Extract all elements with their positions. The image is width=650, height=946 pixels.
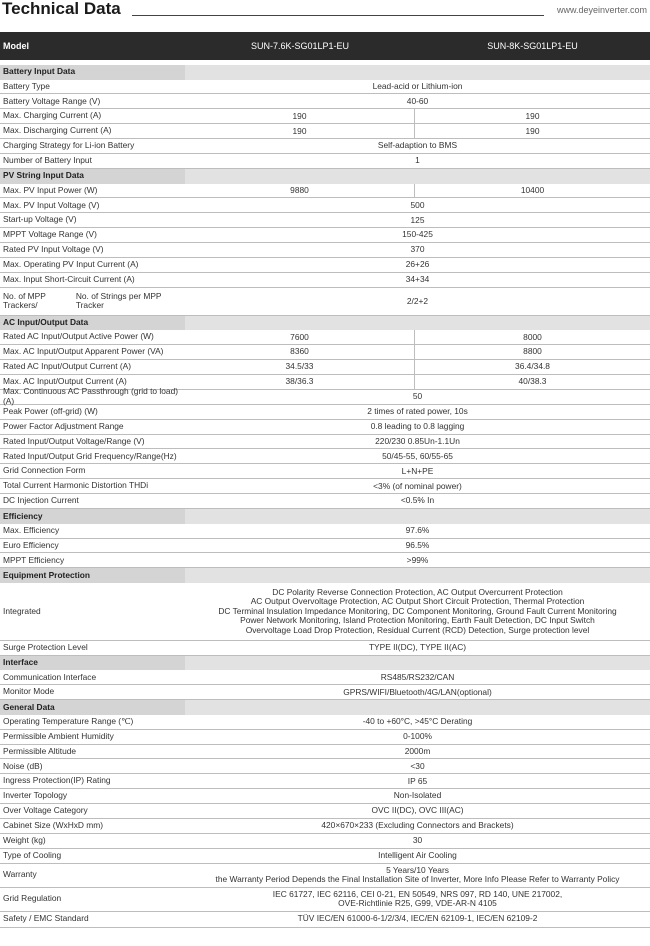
spec-value: L+N+PE (401, 465, 434, 476)
section-pv-string-input-data (0, 169, 650, 184)
spec-label: Euro Efficiency (3, 539, 59, 550)
spec-value: 125 (410, 214, 425, 225)
spec-row-max-continuous-ac-passthrough-grid-to-lo (0, 386, 650, 406)
spec-label: Operating Temperature Range (℃) (3, 715, 134, 726)
spec-label: Max. AC Input/Output Current (A) (3, 376, 127, 387)
section-general-data (0, 700, 650, 715)
spec-value: RS485/RS232/CAN (380, 671, 455, 682)
section-efficiency (0, 509, 650, 524)
spec-value: Non-Isolated (393, 790, 442, 801)
spec-row-max-pv-input-voltage-v (0, 198, 650, 213)
spec-label: Grid Connection Form (3, 465, 86, 476)
spec-value: 2/2+2 (406, 295, 429, 306)
spec-label: MPPT Efficiency (3, 554, 65, 565)
spec-row-permissible-altitude (0, 745, 650, 760)
spec-label: Permissible Ambient Humidity (3, 730, 114, 741)
spec-row-max-charging-current-a (0, 109, 650, 124)
spec-row-max-ac-input-output-apparent-power-va (0, 345, 650, 360)
spec-value: IP 65 (407, 775, 428, 786)
spec-label: Battery Voltage Range (V) (3, 95, 101, 106)
spec-row-safety-emc-standard (0, 912, 650, 928)
spec-row-number-of-battery-input (0, 154, 650, 169)
spec-label: Total Current Harmonic Distortion THDi (3, 480, 149, 491)
spec-value: TYPE II(DC), TYPE II(AC) (368, 642, 467, 653)
spec-row-surge-protection-level (0, 641, 650, 656)
spec-row-mppt-efficiency (0, 553, 650, 568)
spec-value: 220/230 0.85Un-1.1Un (375, 435, 460, 446)
spec-label: Max. Operating PV Input Current (A) (3, 259, 139, 270)
spec-value: 40-60 (406, 95, 429, 106)
spec-label: Grid Regulation (3, 893, 62, 904)
section-title: Interface (3, 657, 38, 668)
spec-label: Permissible Altitude (3, 745, 77, 756)
spec-row-ingress-protection-ip-rating (0, 774, 650, 789)
spec-value: GPRS/WIFI/Bluetooth/4G/LAN(optional) (343, 686, 492, 697)
spec-row-mppt-voltage-range-v (0, 228, 650, 243)
section-title: PV String Input Data (3, 170, 84, 181)
page-header (0, 0, 650, 22)
spec-label: Rated AC Input/Output Active Power (W) (3, 331, 154, 342)
section-ac-input-output-data (0, 316, 650, 331)
section-equipment-protection (0, 568, 650, 583)
spec-label: Inverter Topology (3, 790, 68, 801)
section-fill (185, 656, 650, 671)
spec-row-warranty (0, 864, 650, 888)
spec-row-integrated (0, 583, 650, 641)
spec-label: Max. PV Input Voltage (V) (3, 199, 100, 210)
spec-value: 26+26 (405, 259, 430, 270)
spec-value: TÜV IEC/EN 61000-6-1/2/3/4, IEC/EN 62109-1, IEC/EN 62109-2 (297, 913, 538, 924)
spec-row-rated-ac-input-output-active-power-w (0, 330, 650, 345)
section-title: AC Input/Output Data (3, 317, 89, 328)
section-title: Efficiency (3, 510, 43, 521)
model-name-1: SUN-7.6K-SG01LP1-EU (250, 41, 350, 51)
spec-label: Surge Protection Level (3, 642, 88, 653)
spec-label: Noise (dB) (3, 760, 43, 771)
section-fill (185, 65, 650, 80)
spec-row-rated-ac-input-output-current-a (0, 360, 650, 375)
spec-row-start-up-voltage-v (0, 213, 650, 228)
spec-row-weight-kg (0, 834, 650, 849)
spec-value-model-2: 8800 (523, 346, 542, 357)
spec-row-operating-temperature-range (0, 715, 650, 730)
spec-label: MPPT Voltage Range (V) (3, 229, 97, 240)
spec-label: No. of MPP Trackers/ No. of Strings per MPP Tracker (3, 290, 162, 311)
spec-value-model-1: 7600 (185, 330, 415, 344)
spec-label: Max. PV Input Power (W) (3, 184, 98, 195)
spec-label: Monitor Mode (3, 686, 55, 697)
spec-row-peak-power-off-grid-w (0, 405, 650, 420)
spec-row-total-current-harmonic-distortion-thdi (0, 479, 650, 494)
spec-value: 50 (412, 391, 423, 402)
spec-value: <0.5% In (400, 495, 435, 506)
spec-value: DC Polarity Reverse Connection Protection, AC Output Overcurrent Protection AC Output Overvoltage Protection, AC Output Short Circuit Protection, Thermal Protection DC Terminal Insulation Impedance Monitoring, DC Component Monitoring, Ground Fault Current Monitoring Power Network Monitoring, Island Protection Monitoring, Earth Fault Detection, DC Input Switch Overvoltage Load Drop Protection, Residual Current (RCD) Detection, Surge protection level (218, 586, 617, 635)
model-header-bar (0, 32, 650, 60)
spec-row-type-of-cooling (0, 849, 650, 864)
spec-row-battery-voltage-range-v (0, 94, 650, 109)
spec-label: Rated Input/Output Voltage/Range (V) (3, 435, 145, 446)
spec-table (0, 65, 650, 928)
spec-label: Type of Cooling (3, 849, 62, 860)
page-title: Technical Data (2, 0, 121, 18)
spec-row-max-efficiency (0, 524, 650, 539)
model-name-2: SUN-8K-SG01LP1-EU (487, 41, 578, 51)
spec-label: Cabinet Size (WxHxD mm) (3, 820, 104, 831)
spec-row-over-voltage-category (0, 804, 650, 819)
spec-row-max-operating-pv-input-current-a (0, 258, 650, 273)
spec-value: 97.6% (405, 524, 430, 535)
spec-value-model-2: 190 (525, 125, 540, 136)
spec-value-model-1: 190 (185, 109, 415, 123)
spec-row-rated-pv-input-voltage-v (0, 243, 650, 258)
section-fill (185, 700, 650, 715)
spec-label: Communication Interface (3, 671, 97, 682)
section-fill (185, 509, 650, 524)
section-fill (185, 568, 650, 583)
spec-label: Max. AC Input/Output Apparent Power (VA) (3, 346, 164, 357)
spec-label: Integrated (3, 605, 41, 616)
spec-value-model-1: 190 (185, 124, 415, 138)
spec-value: 96.5% (405, 539, 430, 550)
spec-row-grid-regulation (0, 888, 650, 912)
spec-value: 0.8 leading to 0.8 lagging (370, 420, 465, 431)
spec-label: Max. Continuous AC Passthrough (grid to load) (A) (3, 386, 179, 406)
spec-value: 370 (410, 244, 425, 255)
section-battery-input-data (0, 65, 650, 80)
spec-row-charging-strategy-for-li-ion-battery (0, 139, 650, 154)
spec-row-rated-input-output-voltage-range-v (0, 435, 650, 450)
spec-value: OVC II(DC), OVC III(AC) (371, 805, 464, 816)
spec-value: IEC 61727, IEC 62116, CEI 0-21, EN 50549, NRS 097, RD 140, UNE 217002, OVE-Richtlinie R25, G99, VDE-AR-N 4105 (272, 888, 563, 909)
spec-value: >99% (406, 554, 429, 565)
spec-value: 0-100% (403, 730, 432, 741)
spec-row-monitor-mode (0, 685, 650, 700)
spec-value-model-1: 38/36.3 (185, 375, 415, 389)
spec-row-power-factor-adjustment-range (0, 420, 650, 435)
spec-row-battery-type (0, 80, 650, 95)
spec-value: 1 (415, 155, 420, 166)
spec-label: Max. Discharging Current (A) (3, 125, 112, 136)
spec-row-max-input-short-circuit-current-a (0, 273, 650, 288)
header-rule (132, 15, 544, 16)
spec-value: -40 to +60°C, >45°C Derating (362, 716, 473, 726)
spec-value: <3% (of nominal power) (373, 480, 462, 491)
spec-value: 420×670×233 (Excluding Connectors and Brackets) (321, 820, 514, 831)
section-title: General Data (3, 701, 55, 712)
spec-value: 2000m (404, 745, 431, 756)
spec-label: Rated PV Input Voltage (V) (3, 244, 104, 255)
spec-label: Start-up Voltage (V) (3, 214, 77, 225)
spec-label: Max. Input Short-Circuit Current (A) (3, 273, 135, 284)
spec-value-model-2: 190 (525, 110, 540, 121)
spec-label: DC Injection Current (3, 495, 79, 506)
spec-label: Over Voltage Category (3, 805, 88, 816)
spec-label: Charging Strategy for Li-ion Battery (3, 140, 135, 151)
spec-label: Warranty (3, 869, 37, 880)
spec-value: Lead-acid or Lithium-ion (372, 80, 463, 91)
spec-row-euro-efficiency (0, 539, 650, 554)
section-title: Equipment Protection (3, 569, 91, 580)
spec-value: 150-425 (402, 229, 433, 240)
spec-value: 500 (410, 199, 425, 210)
spec-value: 50/45-55, 60/55-65 (382, 450, 453, 461)
section-fill (185, 316, 650, 331)
spec-label: Battery Type (3, 80, 50, 91)
spec-label: Peak Power (off-grid) (W) (3, 405, 98, 416)
spec-label: Rated AC Input/Output Current (A) (3, 361, 132, 372)
spec-row-max-pv-input-power-w (0, 184, 650, 199)
spec-value-model-2: 36.4/34.8 (515, 361, 550, 372)
spec-row-permissible-ambient-humidity (0, 730, 650, 745)
spec-row-grid-connection-form (0, 464, 650, 479)
spec-row-cabinet-size-wxhxd-mm (0, 819, 650, 834)
spec-label: Ingress Protection(IP) Rating (3, 775, 111, 786)
section-title: Battery Input Data (3, 66, 76, 77)
spec-label: Max. Charging Current (A) (3, 110, 102, 121)
spec-label: Number of Battery Input (3, 155, 92, 166)
spec-value: Intelligent Air Cooling (378, 850, 457, 861)
spec-value: 5 Years/10 Years the Warranty Period Depends the Final Installation Site of Inverter, More Info Please Refer to Warranty Policy (215, 864, 620, 885)
spec-value-model-2: 10400 (520, 184, 545, 195)
spec-value: 2 times of rated power, 10s (367, 406, 468, 417)
spec-row-dc-injection-current (0, 494, 650, 509)
spec-value: 34+34 (405, 274, 430, 285)
spec-value-model-1: 9880 (185, 184, 415, 198)
model-label: Model (3, 41, 29, 51)
section-interface (0, 656, 650, 671)
spec-label: Weight (kg) (3, 835, 46, 845)
spec-row-noise-db (0, 759, 650, 774)
spec-label: Rated Input/Output Grid Frequency/Range(Hz) (3, 450, 177, 461)
spec-row-no-of-mpp-trackers-no-of-strings-per-mpp (0, 288, 650, 316)
spec-value: Self-adaption to BMS (377, 140, 458, 151)
spec-label: Power Factor Adjustment Range (3, 420, 124, 431)
spec-label: Max. Efficiency (3, 524, 60, 535)
spec-row-inverter-topology (0, 789, 650, 804)
spec-row-communication-interface (0, 670, 650, 685)
spec-label: Safety / EMC Standard (3, 913, 89, 924)
spec-row-rated-input-output-grid-frequency-range- (0, 449, 650, 464)
spec-row-max-discharging-current-a (0, 124, 650, 139)
spec-value: 30 (412, 835, 423, 846)
spec-value-model-2: 40/38.3 (518, 376, 547, 387)
spec-value-model-1: 34.5/33 (185, 360, 415, 374)
section-fill (185, 169, 650, 184)
spec-value-model-1: 8360 (185, 345, 415, 359)
spec-value: <30 (410, 760, 425, 771)
spec-value-model-2: 8000 (523, 331, 542, 342)
website-url: www.deyeinverter.com (556, 5, 647, 15)
